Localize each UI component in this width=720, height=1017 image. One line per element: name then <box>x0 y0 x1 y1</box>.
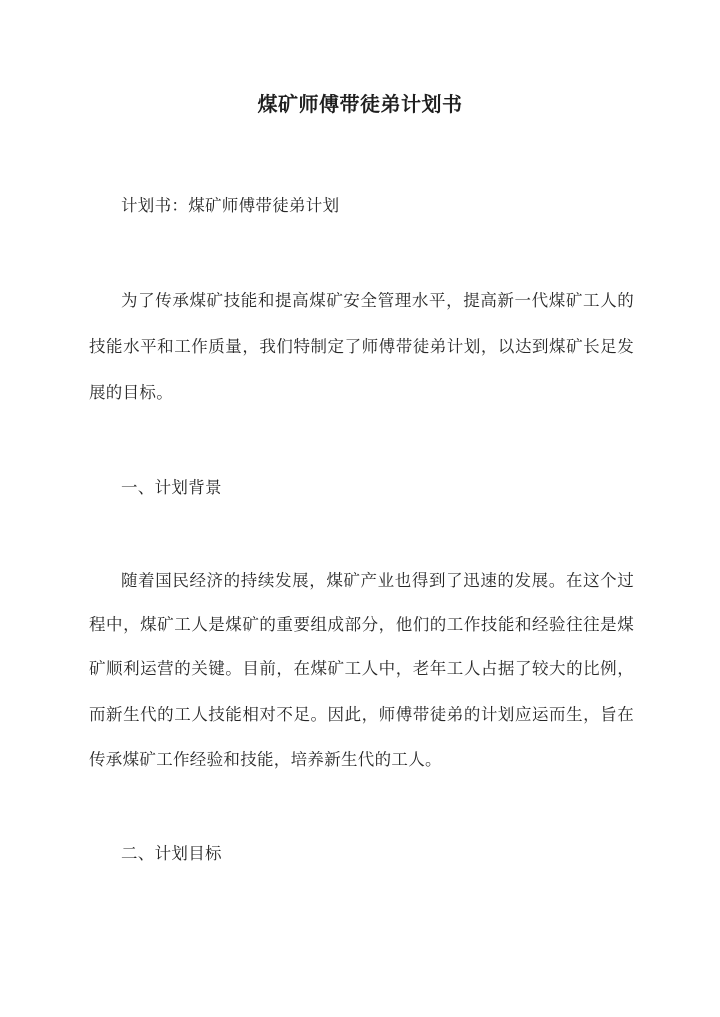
intro-line: 技能水平和工作质量，我们特制定了师傅带徒弟计划，以达到煤矿长足发 <box>89 337 634 356</box>
section-heading-goals: 二、计划目标 <box>121 844 222 863</box>
background-line: 矿顺利运营的关键。目前，在煤矿工人中，老年工人占据了较大的比例， <box>89 659 634 678</box>
background-line: 传承煤矿工作经验和技能，培养新生代的工人。 <box>89 750 442 769</box>
intro-line: 为了传承煤矿技能和提高煤矿安全管理水平，提高新一代煤矿工人的 <box>121 291 634 310</box>
background-line: 程中，煤矿工人是煤矿的重要组成部分，他们的工作技能和经验往往是煤 <box>89 615 634 634</box>
document-title: 煤矿师傅带徒弟计划书 <box>257 92 463 116</box>
plan-label: 计划书：煤矿师傅带徒弟计划 <box>121 196 340 215</box>
intro-line: 展的目标。 <box>89 383 173 402</box>
background-line: 随着国民经济的持续发展，煤矿产业也得到了迅速的发展。在这个过 <box>121 571 634 590</box>
section-heading-background: 一、计划背景 <box>121 478 222 497</box>
background-line: 而新生代的工人技能相对不足。因此，师傅带徒弟的计划应运而生，旨在 <box>89 705 634 724</box>
